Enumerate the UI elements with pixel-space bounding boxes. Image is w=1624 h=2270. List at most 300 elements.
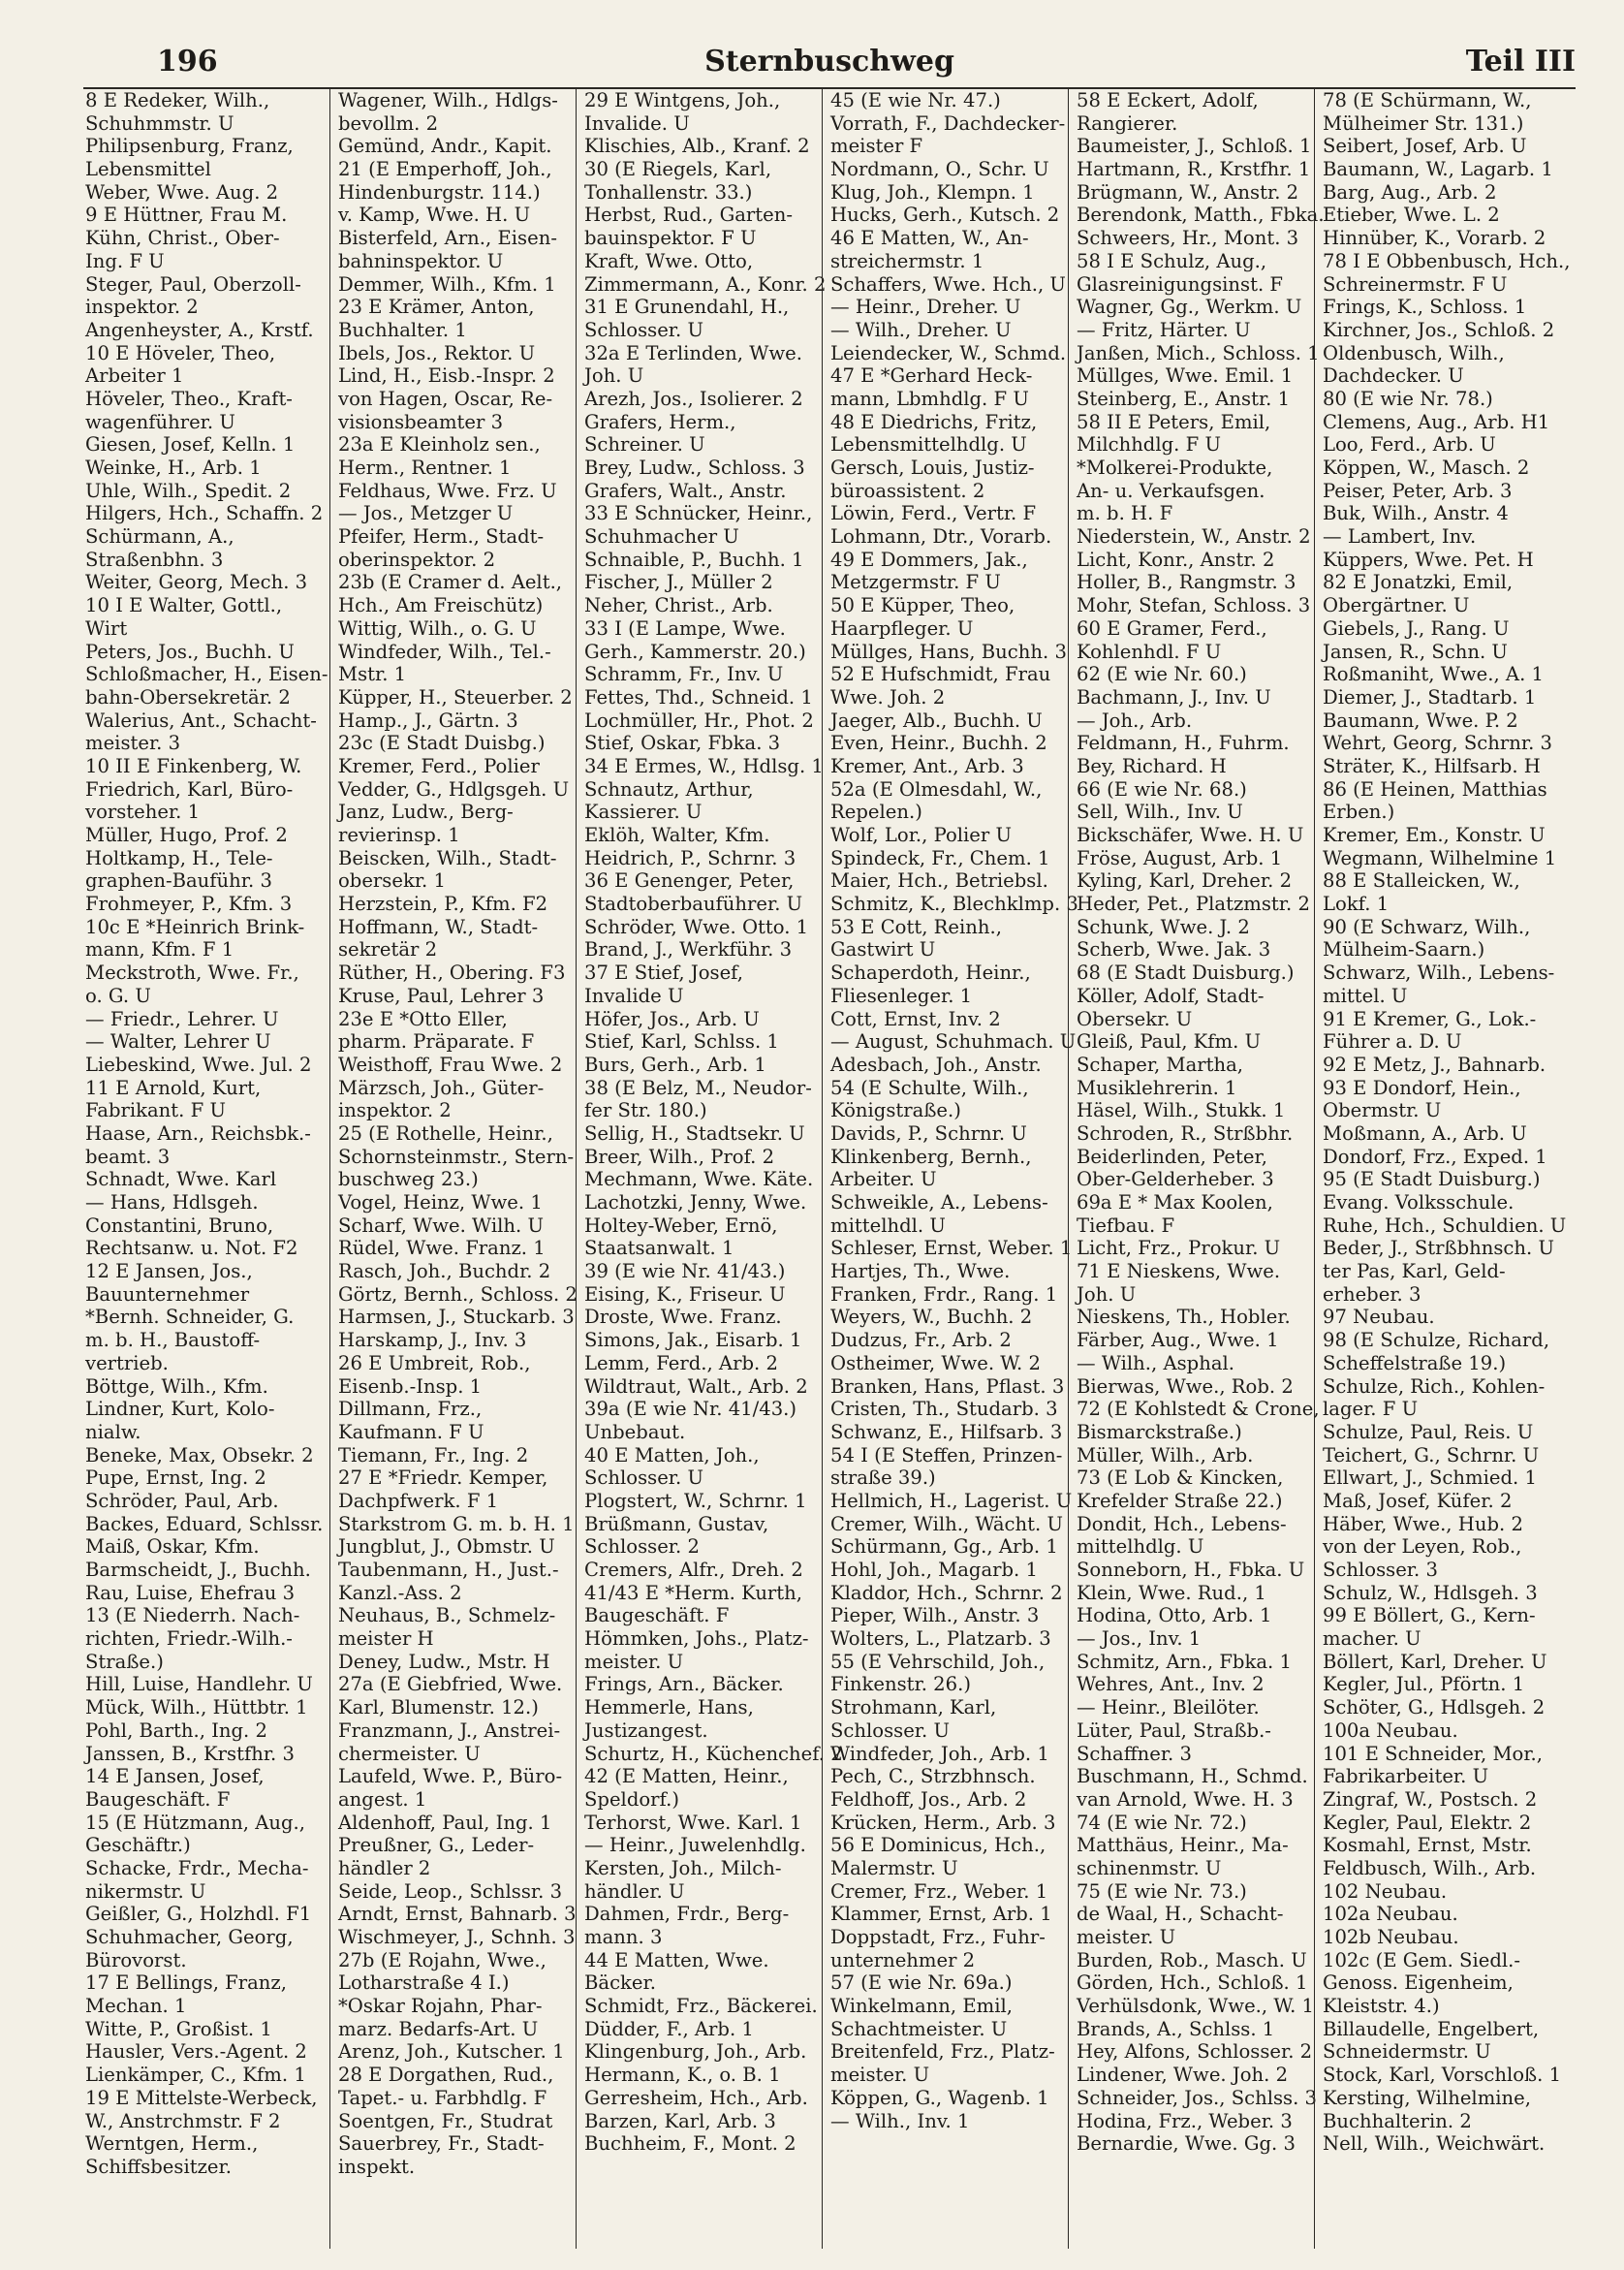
directory-line: Etieber, Wwe. L. 2: [1323, 204, 1500, 227]
directory-line: 53 E Cott, Reinh.,: [830, 915, 1002, 938]
directory-line: Häsel, Wilh., Stukk. 1: [1077, 1099, 1286, 1122]
directory-line: Bickschäfer, Wwe. H. U: [1077, 824, 1304, 846]
directory-line: 23b (E Cramer d. Aelt.,: [338, 571, 563, 594]
directory-line: Mück, Wilh., Hüttbtr. 1: [85, 1696, 308, 1719]
directory-line: Schaffner. 3: [1077, 1742, 1192, 1765]
directory-line: Metzgermstr. F U: [830, 571, 1001, 594]
directory-line: Kruse, Paul, Lehrer 3: [338, 984, 545, 1007]
directory-line: Hartmann, R., Krstfhr. 1: [1077, 158, 1311, 181]
directory-line: Klammer, Ernst, Arb. 1: [830, 1903, 1052, 1926]
directory-line: inspektor. 2: [85, 296, 199, 319]
directory-line: — Hans, Hdlsgeh.: [85, 1191, 259, 1214]
directory-line: Holtkamp, H., Tele-: [85, 846, 273, 869]
directory-line: — August, Schuhmach. U: [830, 1030, 1077, 1054]
directory-line: 66 (E wie Nr. 68.): [1077, 777, 1247, 801]
directory-line: obersekr. 1: [338, 869, 446, 893]
directory-line: 17 E Bellings, Franz,: [85, 1971, 287, 1995]
directory-line: Nell, Wilh., Weichwärt.: [1323, 2132, 1546, 2156]
directory-line: von der Leyen, Rob.,: [1323, 1535, 1522, 1559]
directory-line: Hucks, Gerh., Kutsch. 2: [830, 204, 1060, 227]
directory-line: Lemm, Ferd., Arb. 2: [584, 1351, 778, 1374]
directory-line: Harskamp, J., Inv. 3: [338, 1329, 527, 1352]
directory-line: Fabrikarbeiter. U: [1323, 1765, 1489, 1788]
directory-line: Bauunternehmer: [85, 1282, 250, 1306]
directory-line: m. b. H., Baustoff-: [85, 1329, 261, 1352]
directory-line: Obermstr. U: [1323, 1099, 1442, 1122]
directory-line: bahninspektor. U: [338, 249, 504, 272]
directory-line: Neuhaus, B., Schmelz-: [338, 1604, 556, 1627]
directory-line: meister. U: [584, 1650, 684, 1673]
directory-line: Harmsen, J., Stuckarb. 3: [338, 1306, 575, 1329]
directory-line: Schlosser. 3: [1323, 1559, 1438, 1581]
directory-line: Höfer, Jos., Arb. U: [584, 1007, 760, 1030]
directory-line: — Wilh., Dreher. U: [830, 318, 1012, 341]
directory-line: 86 (E Heinen, Matthias: [1323, 777, 1547, 801]
directory-line: 39a (E wie Nr. 41/43.): [584, 1398, 797, 1421]
directory-line: Wegmann, Wilhelmine 1: [1323, 846, 1557, 869]
directory-line: Arezh, Jos., Isolierer. 2: [584, 387, 803, 410]
directory-line: 71 E Nieskens, Wwe.: [1077, 1260, 1281, 1283]
directory-line: schinenmstr. U: [1077, 1856, 1222, 1879]
directory-line: Bierwas, Wwe., Rob. 2: [1077, 1374, 1294, 1398]
directory-line: Speldorf.): [584, 1787, 679, 1811]
directory-line: Hey, Alfons, Schlosser. 2: [1077, 2040, 1313, 2064]
directory-line: Buchheim, F., Mont. 2: [584, 2132, 796, 2156]
directory-line: Stadtoberbauführer. U: [584, 893, 803, 916]
directory-line: Invalide. U: [584, 111, 690, 135]
directory-line: 93 E Dondorf, Hein.,: [1323, 1076, 1521, 1099]
column-6: [1314, 87, 1571, 2249]
directory-line: inspekt.: [338, 2155, 416, 2178]
directory-line: Angenheyster, A., Krstf.: [85, 318, 314, 341]
directory-line: Schweikle, A., Lebens-: [830, 1191, 1048, 1214]
directory-line: Wehrt, Georg, Schrnr. 3: [1323, 732, 1552, 755]
directory-line: Schaffers, Wwe. Hch., U: [830, 272, 1066, 296]
directory-line: Gastwirt U: [830, 938, 936, 962]
directory-line: Lotharstraße 4 I.): [338, 1971, 510, 1995]
directory-line: Rau, Luise, Ehefrau 3: [85, 1581, 296, 1604]
directory-line: Klischies, Alb., Kranf. 2: [584, 135, 810, 158]
directory-line: Frohmeyer, P., Kfm. 3: [85, 893, 293, 916]
directory-line: von Hagen, Oscar, Re-: [338, 387, 553, 410]
directory-line: Feldhoff, Jos., Arb. 2: [830, 1787, 1027, 1811]
directory-line: Frings, Arn., Bäcker.: [584, 1673, 784, 1696]
directory-line: Gerresheim, Hch., Arb.: [584, 2086, 808, 2109]
directory-line: Dachdecker. U: [1323, 364, 1464, 388]
directory-line: unternehmer 2: [830, 1948, 976, 1971]
directory-line: Pech, C., Strzbhnsch.: [830, 1765, 1036, 1788]
directory-line: Görtz, Bernh., Schloss. 2: [338, 1282, 578, 1306]
directory-line: Fettes, Thd., Schneid. 1: [584, 685, 813, 709]
directory-line: 102a Neubau.: [1323, 1903, 1458, 1926]
directory-line: marz. Bedarfs-Art. U: [338, 2017, 539, 2040]
directory-line: 54 I (E Steffen, Prinzen-: [830, 1443, 1063, 1466]
directory-line: — Friedr., Lehrer. U: [85, 1007, 279, 1030]
directory-line: Schreiner. U: [584, 433, 705, 457]
directory-line: lager. F U: [1323, 1398, 1419, 1421]
directory-line: Branken, Hans, Pflast. 3: [830, 1374, 1065, 1398]
directory-line: 9 E Hüttner, Frau M.: [85, 204, 288, 227]
directory-line: Hamp., J., Gärtn. 3: [338, 709, 518, 732]
directory-line: Eising, K., Friseur. U: [584, 1282, 786, 1306]
directory-line: Schleser, Ernst, Weber. 1: [830, 1237, 1073, 1260]
directory-line: 48 E Diedrichs, Fritz,: [830, 410, 1038, 433]
directory-line: Vorrath, F., Dachdecker-: [830, 111, 1066, 135]
directory-line: mann, Lbmhdlg. F U: [830, 387, 1029, 410]
directory-line: 58 II E Peters, Emil,: [1077, 410, 1271, 433]
directory-line: Feldmann, H., Fuhrm.: [1077, 732, 1290, 755]
directory-line: Holler, B., Rangmstr. 3: [1077, 571, 1296, 594]
directory-line: Schneidermstr. U: [1323, 2040, 1491, 2064]
directory-line: 88 E Stalleicken, W.,: [1323, 869, 1520, 893]
directory-line: 56 E Dominicus, Hch.,: [830, 1834, 1046, 1857]
directory-line: Grafers, Herm.,: [584, 410, 736, 433]
directory-line: Bismarckstraße.): [1077, 1420, 1242, 1443]
directory-line: 50 E Küpper, Theo,: [830, 594, 1015, 617]
directory-line: graphen-Bauführ. 3: [85, 869, 272, 893]
directory-line: Heidrich, P., Schrnr. 3: [584, 846, 796, 869]
directory-line: Billaudelle, Engelbert,: [1323, 2017, 1540, 2040]
directory-line: Windfeder, Joh., Arb. 1: [830, 1742, 1049, 1765]
directory-line: Sonneborn, H., Fbka. U: [1077, 1559, 1305, 1581]
directory-line: — Heinr., Bleilöter.: [1077, 1696, 1260, 1719]
directory-line: Franken, Frdr., Rang. 1: [830, 1282, 1058, 1306]
directory-line: Kremer, Ferd., Polier: [338, 754, 540, 777]
directory-line: Wwe. Joh. 2: [830, 685, 946, 709]
column-4: [822, 87, 1078, 2249]
directory-line: Neher, Christ., Arb.: [584, 594, 773, 617]
directory-line: Soentgen, Fr., Studrat: [338, 2109, 553, 2132]
directory-line: Jungblut, J., Obmstr. U: [338, 1535, 555, 1559]
directory-line: o. G. U: [85, 984, 151, 1007]
directory-line: Walerius, Ant., Schacht-: [85, 709, 317, 732]
directory-line: Wildtraut, Walt., Arb. 2: [584, 1374, 808, 1398]
directory-line: Philipsenburg, Franz,: [85, 135, 294, 158]
directory-line: mittelhdl. U: [830, 1214, 946, 1237]
directory-line: Pfeifer, Herm., Stadt-: [338, 525, 545, 549]
directory-line: Karl, Blumenstr. 12.): [338, 1696, 539, 1719]
directory-line: Cremers, Alfr., Dreh. 2: [584, 1559, 803, 1581]
directory-line: Oldenbusch, Wilh.,: [1323, 341, 1505, 364]
directory-line: 39 (E wie Nr. 41/43.): [584, 1260, 786, 1283]
directory-line: Arbeiter. U: [830, 1168, 937, 1191]
directory-line: Schürmann, A.,: [85, 525, 234, 549]
directory-line: Pohl, Barth., Ing. 2: [85, 1718, 267, 1742]
directory-line: 90 (E Schwarz, Wilh.,: [1323, 915, 1531, 938]
directory-line: 72 (E Kohlstedt & Crone,: [1077, 1398, 1320, 1421]
directory-line: Deney, Ludw., Mstr. H: [338, 1650, 550, 1673]
directory-line: Burs, Gerh., Arb. 1: [584, 1053, 766, 1076]
directory-line: mann. 3: [584, 1926, 663, 1948]
directory-line: Klein, Wwe. Rud., 1: [1077, 1581, 1266, 1604]
directory-line: Breitenfeld, Frz., Platz-: [830, 2040, 1055, 2064]
directory-line: Erben.): [1323, 801, 1395, 824]
directory-line: An- u. Verkaufsgen.: [1077, 479, 1265, 502]
directory-line: bevollm. 2: [338, 111, 439, 135]
directory-line: Lebensmittelhdlg. U: [830, 433, 1027, 457]
directory-line: Lokf. 1: [1323, 893, 1390, 916]
directory-line: Schmidt, Frz., Bäckerei.: [584, 1995, 818, 2018]
directory-line: Schloßmacher, H., Eisen-: [85, 663, 328, 686]
directory-line: Müllges, Wwe. Emil. 1: [1077, 364, 1294, 388]
directory-line: Kremer, Em., Konstr. U: [1323, 824, 1546, 846]
directory-line: Kosmahl, Ernst, Mstr.: [1323, 1834, 1532, 1857]
directory-line: 23a E Kleinholz sen.,: [338, 433, 541, 457]
directory-line: büroassistent. 2: [830, 479, 985, 502]
directory-line: 75 (E wie Nr. 73.): [1077, 1879, 1247, 1903]
directory-line: 28 E Dorgathen, Rud.,: [338, 2064, 554, 2087]
directory-line: Fischer, J., Müller 2: [584, 571, 773, 594]
directory-line: Schlosser. U: [830, 1718, 950, 1742]
directory-line: *Oskar Rojahn, Phar-: [338, 1995, 543, 2018]
directory-line: 25 (E Rothelle, Heinr.,: [338, 1121, 553, 1145]
directory-line: Kleiststr. 4.): [1323, 1995, 1440, 2018]
directory-line: Weinke, H., Arb. 1: [85, 457, 262, 479]
directory-line: Brands, A., Schlss. 1: [1077, 2017, 1275, 2040]
directory-line: beamt. 3: [85, 1145, 171, 1168]
directory-line: Dahmen, Frdr., Berg-: [584, 1903, 790, 1926]
directory-line: Arndt, Ernst, Bahnarb. 3: [338, 1903, 577, 1926]
directory-line: Gerh., Kammerstr. 20.): [584, 640, 806, 663]
directory-line: Arenz, Joh., Kutscher. 1: [338, 2040, 565, 2064]
directory-line: Rüther, H., Obering. F3: [338, 962, 566, 985]
directory-line: Vogel, Heinz, Wwe. 1: [338, 1191, 543, 1214]
directory-line: meister. U: [1077, 1926, 1176, 1948]
directory-line: Verhülsdonk, Wwe., W. 1: [1077, 1995, 1314, 2018]
directory-line: Höveler, Theo., Kraft-: [85, 387, 293, 410]
directory-line: Küppers, Wwe. Pet. H: [1323, 548, 1534, 571]
directory-line: Sellig, H., Stadtsekr. U: [584, 1121, 805, 1145]
directory-line: Obergärtner. U: [1323, 594, 1470, 617]
directory-line: Plogstert, W., Schrnr. 1: [584, 1489, 807, 1512]
directory-line: 10 II E Finkenberg, W.: [85, 754, 302, 777]
directory-line: Küpper, H., Steuerber. 2: [338, 685, 573, 709]
directory-line: Kegler, Jul., Pförtn. 1: [1323, 1673, 1525, 1696]
directory-line: Ellwart, J., Schmied. 1: [1323, 1466, 1537, 1490]
directory-line: Schulze, Rich., Kohlen-: [1323, 1374, 1546, 1398]
directory-line: Lindener, Wwe. Joh. 2: [1077, 2064, 1289, 2087]
directory-line: Sell, Wilh., Inv. U: [1077, 801, 1243, 824]
directory-line: *Molkerei-Produkte,: [1077, 457, 1273, 479]
directory-line: Scherb, Wwe. Jak. 3: [1077, 938, 1271, 962]
directory-line: macher. U: [1323, 1627, 1421, 1651]
directory-line: Schachtmeister. U: [830, 2017, 1008, 2040]
directory-line: v. Kamp, Wwe. H. U: [338, 204, 531, 227]
directory-line: Berendonk, Matth., Fbka.: [1077, 204, 1325, 227]
directory-line: 31 E Grunendahl, H.,: [584, 296, 790, 319]
directory-line: 15 (E Hützmann, Aug.,: [85, 1811, 305, 1834]
directory-line: 41/43 E *Herm. Kurth,: [584, 1581, 803, 1604]
directory-line: Brügmann, W., Anstr. 2: [1077, 180, 1299, 204]
directory-line: 62 (E wie Nr. 60.): [1077, 663, 1247, 686]
directory-line: 58 E Eckert, Adolf,: [1077, 89, 1259, 111]
directory-line: Schramm, Fr., Inv. U: [584, 663, 784, 686]
directory-line: Rechtsanw. u. Not. F2: [85, 1237, 298, 1260]
directory-line: Köppen, W., Masch. 2: [1323, 457, 1530, 479]
directory-line: Schreinermstr. F U: [1323, 272, 1508, 296]
directory-line: 57 (E wie Nr. 69a.): [830, 1971, 1013, 1995]
directory-line: Invalide U: [584, 984, 684, 1007]
directory-line: Mohr, Stefan, Schloss. 3: [1077, 594, 1311, 617]
directory-line: Constantini, Bruno,: [85, 1214, 274, 1237]
directory-line: 44 E Matten, Wwe.: [584, 1948, 769, 1971]
directory-line: Mülheim-Saarn.): [1323, 938, 1485, 962]
directory-line: Justizangest.: [584, 1718, 708, 1742]
directory-line: Maier, Hch., Betriebsl.: [830, 869, 1048, 893]
directory-line: Finkenstr. 26.): [830, 1673, 971, 1696]
directory-line: 60 E Gramer, Ferd.,: [1077, 616, 1267, 640]
directory-line: Cremer, Wilh., Wächt. U: [830, 1512, 1063, 1535]
directory-line: visionsbeamter 3: [338, 410, 504, 433]
directory-line: Even, Heinr., Buchh. 2: [830, 732, 1047, 755]
directory-line: van Arnold, Wwe. H. 3: [1077, 1787, 1294, 1811]
directory-line: 58 I E Schulz, Aug.,: [1077, 249, 1267, 272]
directory-line: 38 (E Belz, M., Neudor-: [584, 1076, 812, 1099]
directory-line: Baumann, Wwe. P. 2: [1323, 709, 1518, 732]
directory-line: Hill, Luise, Handlehr. U: [85, 1673, 313, 1696]
directory-line: 102c (E Gem. Siedl.-: [1323, 1948, 1521, 1971]
directory-line: Loo, Ferd., Arb. U: [1323, 433, 1496, 457]
directory-line: Steinberg, E., Anstr. 1: [1077, 387, 1291, 410]
directory-line: Vedder, G., Hdlgsgeh. U: [338, 777, 570, 801]
directory-line: Schnadt, Wwe. Karl: [85, 1168, 277, 1191]
directory-line: Wischmeyer, J., Schnh. 3: [338, 1926, 576, 1948]
directory-line: richten, Friedr.-Wilh.-: [85, 1627, 293, 1651]
directory-line: Seide, Leop., Schlssr. 3: [338, 1879, 563, 1903]
directory-line: 69a E * Max Koolen,: [1077, 1191, 1273, 1214]
directory-line: Buschmann, H., Schmd.: [1077, 1765, 1308, 1788]
directory-line: 30 (E Riegels, Karl,: [584, 158, 772, 181]
directory-line: Joh. U: [584, 364, 644, 388]
directory-line: 52a (E Olmesdahl, W.,: [830, 777, 1043, 801]
directory-line: streichermstr. 1: [830, 249, 984, 272]
directory-line: 10 I E Walter, Gottl.,: [85, 594, 283, 617]
directory-line: Scheffelstraße 19.): [1323, 1351, 1507, 1374]
directory-line: — Jos., Metzger U: [338, 502, 514, 525]
directory-line: Bäcker.: [584, 1971, 656, 1995]
directory-line: Lienkämper, C., Kfm. 1: [85, 2064, 306, 2087]
directory-line: Schwanz, E., Hilfsarb. 3: [830, 1420, 1063, 1443]
directory-line: Diemer, J., Stadtarb. 1: [1323, 685, 1537, 709]
directory-line: Ober-Gelderheber. 3: [1077, 1168, 1274, 1191]
directory-line: Herbst, Rud., Garten-: [584, 204, 793, 227]
directory-line: Böllert, Karl, Dreher. U: [1323, 1650, 1547, 1673]
directory-line: 98 (E Schulze, Richard,: [1323, 1329, 1550, 1352]
directory-line: 37 E Stief, Josef,: [584, 962, 743, 985]
directory-line: Schnautz, Arthur,: [584, 777, 754, 801]
directory-line: 19 E Mittelste-Werbeck,: [85, 2086, 318, 2109]
directory-line: Hinnüber, K., Vorarb. 2: [1323, 227, 1546, 250]
directory-line: chermeister. U: [338, 1742, 481, 1765]
directory-line: Stief, Oskar, Fbka. 3: [584, 732, 781, 755]
directory-line: Janssen, B., Krstfhr. 3: [85, 1742, 295, 1765]
directory-line: erheber. 3: [1323, 1282, 1421, 1306]
directory-line: Schneider, Jos., Schlss. 3: [1077, 2086, 1318, 2109]
directory-line: Hellmich, H., Lagerist. U: [830, 1489, 1073, 1512]
directory-line: Kersten, Joh., Milch-: [584, 1856, 782, 1879]
directory-line: Cott, Ernst, Inv. 2: [830, 1007, 1001, 1030]
directory-line: 26 E Umbreit, Rob.,: [338, 1351, 531, 1374]
directory-line: Lind, H., Eisb.-Inspr. 2: [338, 364, 555, 388]
directory-line: Adesbach, Joh., Anstr.: [830, 1053, 1042, 1076]
directory-line: Schornsteinmstr., Stern-: [338, 1145, 575, 1168]
directory-line: Kühn, Christ., Ober-: [85, 227, 280, 250]
directory-line: Frings, K., Schloss. 1: [1323, 296, 1527, 319]
directory-line: Schiffsbesitzer.: [85, 2155, 232, 2178]
directory-line: Müller, Wilh., Arb.: [1077, 1443, 1254, 1466]
street-title: Sternbuschweg: [704, 45, 954, 79]
directory-columns: [83, 87, 1576, 2249]
directory-line: Clemens, Aug., Arb. H1: [1323, 410, 1550, 433]
directory-line: Schmitz, K., Blechklmp. 3: [830, 893, 1078, 916]
directory-line: Musiklehrerin. 1: [1077, 1076, 1237, 1099]
directory-line: Repelen.): [830, 801, 922, 824]
directory-line: Hindenburgstr. 114.): [338, 180, 541, 204]
directory-line: Hodina, Frz., Weber. 3: [1077, 2109, 1293, 2132]
directory-line: Krücken, Herm., Arb. 3: [830, 1811, 1056, 1834]
directory-line: Wolters, L., Platzarb. 3: [830, 1627, 1051, 1651]
directory-line: 100a Neubau.: [1323, 1718, 1458, 1742]
directory-line: Malermstr. U: [830, 1856, 958, 1879]
directory-line: Weyers, W., Buchh. 2: [830, 1306, 1033, 1329]
directory-line: Schröder, Paul, Arb.: [85, 1489, 279, 1512]
column-2: [329, 87, 576, 2249]
directory-line: Dillmann, Frz.,: [338, 1398, 483, 1421]
directory-line: Barg, Aug., Arb. 2: [1323, 180, 1497, 204]
directory-line: Kladdor, Hch., Schrnr. 2: [830, 1581, 1063, 1604]
directory-line: 14 E Jansen, Josef,: [85, 1765, 265, 1788]
directory-line: 47 E *Gerhard Heck-: [830, 364, 1033, 388]
directory-line: Lochmüller, Hr., Phot. 2: [584, 709, 814, 732]
directory-line: Rangierer.: [1077, 111, 1178, 135]
column-3: [576, 87, 843, 2249]
directory-line: — Wilh., Inv. 1: [830, 2109, 970, 2132]
directory-line: Laufeld, Wwe. P., Büro-: [338, 1765, 563, 1788]
directory-line: händler. U: [584, 1879, 685, 1903]
directory-line: Obersekr. U: [1077, 1007, 1193, 1030]
column-5: [1068, 87, 1325, 2249]
directory-line: nialw.: [85, 1420, 141, 1443]
directory-line: 80 (E wie Nr. 78.): [1323, 387, 1493, 410]
directory-line: nikermstr. U: [85, 1879, 206, 1903]
directory-line: 27 E *Friedr. Kemper,: [338, 1466, 548, 1490]
directory-line: Böttge, Wilh., Kfm.: [85, 1374, 268, 1398]
directory-line: Schulz, W., Hdlsgeh. 3: [1323, 1581, 1538, 1604]
directory-line: 73 (E Lob & Kincken,: [1077, 1466, 1284, 1490]
directory-line: Dudzus, Fr., Arb. 2: [830, 1329, 1012, 1352]
directory-line: Preußner, G., Leder-: [338, 1834, 535, 1857]
directory-line: Burden, Rob., Masch. U: [1077, 1948, 1307, 1971]
directory-line: *Bernh. Schneider, G.: [85, 1306, 295, 1329]
directory-line: Strohmann, Karl,: [830, 1696, 997, 1719]
directory-line: Schurtz, H., Küchenchef. 2: [584, 1742, 843, 1765]
directory-line: 12 E Jansen, Jos.,: [85, 1260, 253, 1283]
directory-line: Weber, Wwe. Aug. 2: [85, 180, 279, 204]
directory-line: Geschäftr.): [85, 1834, 191, 1857]
directory-line: Hömmken, Johs., Platz-: [584, 1627, 809, 1651]
directory-line: Schlosser. U: [584, 318, 703, 341]
directory-line: 49 E Dommers, Jak.,: [830, 548, 1028, 571]
directory-line: Heder, Pet., Platzmstr. 2: [1077, 893, 1310, 916]
directory-line: Nordmann, O., Schr. U: [830, 158, 1049, 181]
directory-line: straße 39.): [830, 1466, 936, 1490]
directory-line: Hartjes, Th., Wwe.: [830, 1260, 1011, 1283]
directory-line: Ostheimer, Wwe. W. 2: [830, 1351, 1041, 1374]
directory-line: vorsteher. 1: [85, 801, 201, 824]
directory-line: 46 E Matten, W., An-: [830, 227, 1029, 250]
directory-line: Beneke, Max, Obsekr. 2: [85, 1443, 314, 1466]
directory-line: 27b (E Rojahn, Wwe.,: [338, 1948, 547, 1971]
